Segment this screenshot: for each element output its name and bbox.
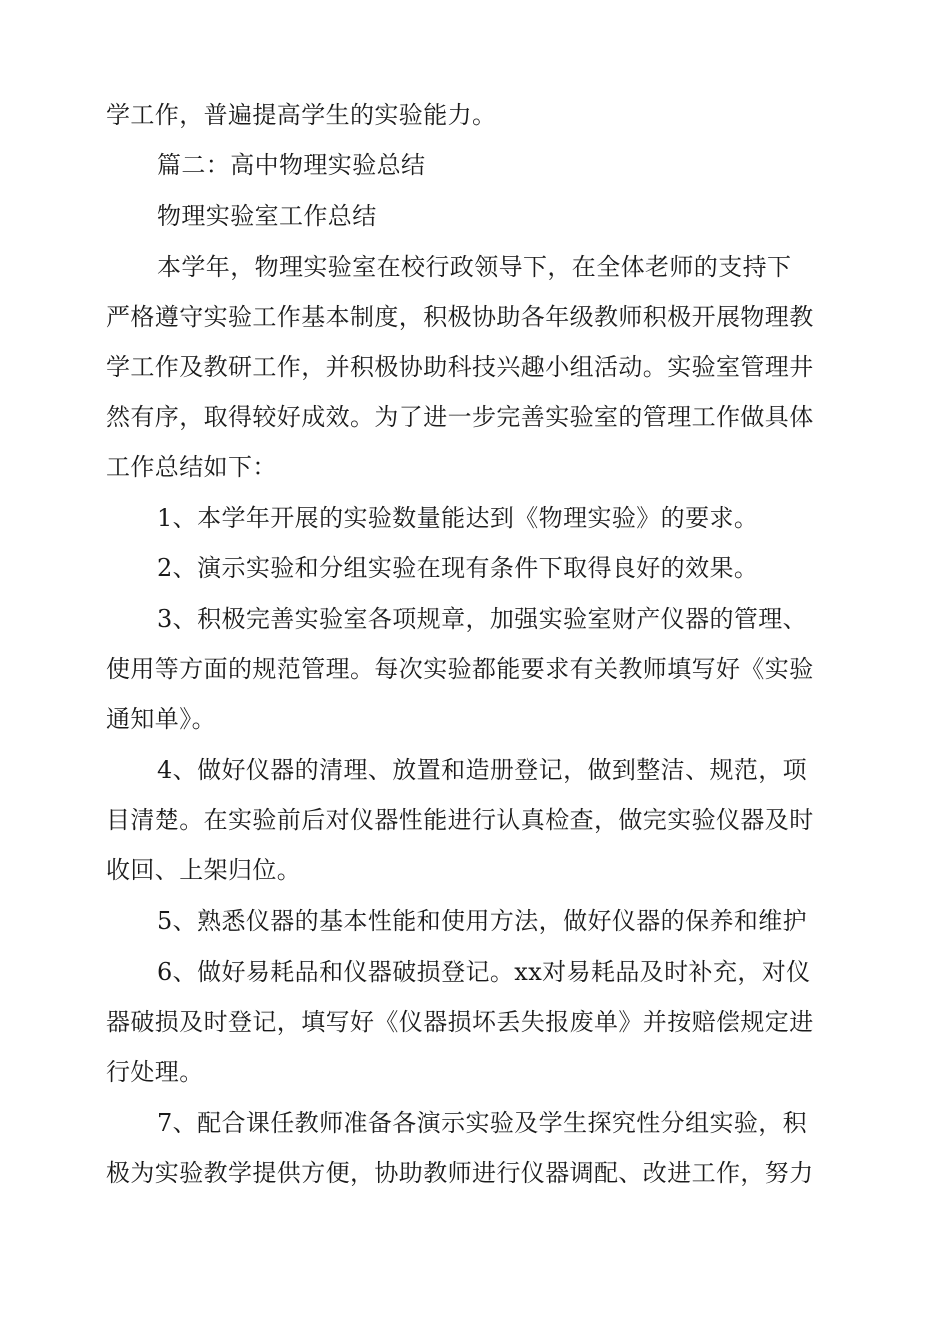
section-heading: 篇二：高中物理实验总结: [157, 151, 426, 179]
text-line: 器破损及时登记，填写好《仪器损坏丢失报废单》并按赔偿规定进: [106, 1008, 814, 1036]
list-item: 7、配合课任教师准备各演示实验及学生探究性分组实验，积: [157, 1109, 808, 1137]
list-item: 6、做好易耗品和仪器破损登记。xx对易耗品及时补充，对仪: [157, 958, 811, 986]
text-line: 目清楚。在实验前后对仪器性能进行认真检查，做完实验仪器及时: [106, 806, 814, 834]
text-line: 行处理。: [106, 1058, 204, 1086]
list-item: 4、做好仪器的清理、放置和造册登记，做到整洁、规范，项: [157, 756, 808, 784]
list-item: 5、熟悉仪器的基本性能和使用方法，做好仪器的保养和维护: [157, 907, 808, 935]
list-item: 1、本学年开展的实验数量能达到《物理实验》的要求。: [157, 504, 759, 532]
text-line: 极为实验教学提供方便，协助教师进行仪器调配、改进工作，努力: [106, 1159, 814, 1187]
text-line: 收回、上架归位。: [106, 856, 302, 884]
list-item: 3、积极完善实验室各项规章，加强实验室财产仪器的管理、: [157, 605, 808, 633]
text-line: 工作总结如下：: [106, 453, 277, 481]
text-line: 学工作及教研工作，并积极协助科技兴趣小组活动。实验室管理井: [106, 353, 814, 381]
text-line: 本学年，物理实验室在校行政领导下，在全体老师的支持下: [157, 253, 792, 281]
text-line: 严格遵守实验工作基本制度，积极协助各年级教师积极开展物理教: [106, 303, 814, 331]
text-line: 通知单》。: [106, 705, 216, 733]
document-title: 物理实验室工作总结: [157, 202, 377, 230]
text-line: 然有序，取得较好成效。为了进一步完善实验室的管理工作做具体: [106, 403, 814, 431]
text-line: 学工作，普遍提高学生的实验能力。: [106, 101, 497, 129]
text-line: 使用等方面的规范管理。每次实验都能要求有关教师填写好《实验: [106, 655, 814, 683]
list-item: 2、演示实验和分组实验在现有条件下取得良好的效果。: [157, 554, 759, 582]
